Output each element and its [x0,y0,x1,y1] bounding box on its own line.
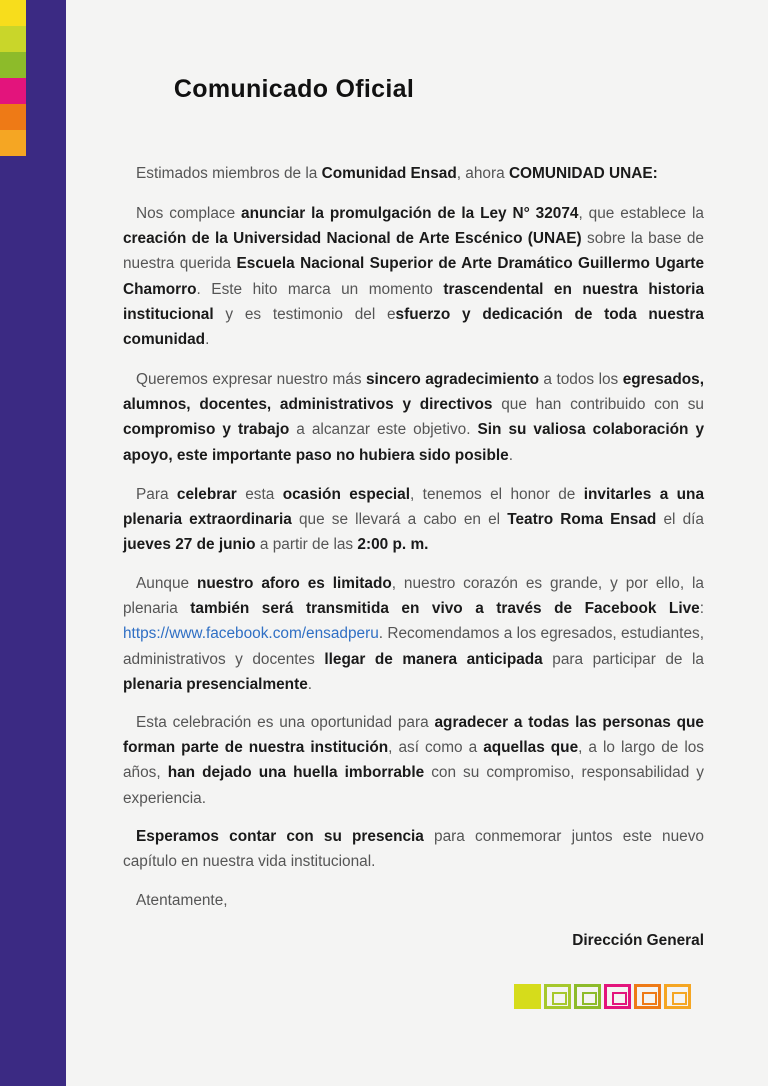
bold-text: compromiso y trabajo [123,421,290,439]
bold-text: también será transmitida en vivo a través de Facebook Live [190,600,700,618]
sidebar-band [0,0,66,1086]
body-text: Esta celebración es una oportunidad para [136,714,435,731]
bold-text: celebrar [176,486,237,503]
body-text: para conmemorar juntos este nuevo capítulo en nuestra vida institucional. [123,828,704,871]
bold-text: trascendental en nuestra historia institucional [123,280,704,323]
body-text: que se llevará a cabo en el [291,511,508,529]
body-text: Nos complace [136,205,242,222]
bold-text: Escuela Nacional Superior de Arte Dramático Guillermo Ugarte Chamorro [123,255,705,298]
logo-block [544,984,571,1009]
bold-text: ocasión especial [282,486,410,503]
body-text: Aunque [136,575,197,592]
bold-text: aquellas que [483,739,579,757]
body-text: Atentamente, [136,892,228,909]
bold-text: Teatro Roma Ensad [507,511,657,529]
bold-text: sincero agradecimiento [366,371,539,388]
bold-text: llegar de manera anticipada [324,650,543,668]
bold-text: invitarles a una plenaria extraordinaria [123,486,704,529]
body-text: , nuestro corazón es grande, y por ello, la plenaria [123,575,704,618]
body-text: que han contribuido con su [492,396,704,414]
logo-block [514,984,541,1009]
color-stripe [0,26,26,52]
paragraph-livestream [123,571,704,697]
body-text: . [205,331,210,349]
paragraph-greeting [123,161,704,186]
body-text: sobre la base de nuestra querida [123,230,704,273]
body-text: el día [656,511,704,529]
paragraph-announcement [123,201,704,352]
body-text: a partir de las [255,536,358,554]
logo-block [664,984,691,1009]
body-text: Para [136,486,177,503]
body-text: , a lo largo de los años, [123,739,704,782]
logo-block [574,984,601,1009]
bold-text: agradecer a todas las personas que forman parte de nuestra institución [123,714,704,757]
paragraph-gratitude [123,367,704,468]
body-text: . [307,675,313,693]
bold-text: creación de la Universidad Nacional de Arte Escénico (UNAE) [123,230,582,248]
body-text: . [508,446,513,464]
bold-text: sfuerzo y dedicación de toda nuestra comunidad [123,305,704,349]
color-stripe [0,130,26,156]
facebook-link[interactable]: https://www.facebook.com/ensadperu [123,625,379,643]
bold-text: Sin su valiosa colaboración y apoyo, este importante paso no hubiera sido posible [123,421,704,464]
bold-text: jueves 27 de junio [123,536,256,554]
body-text: , que establece la [578,205,704,222]
paragraph-signoff [123,888,704,913]
bold-text: Esperamos contar con su presencia [136,828,424,845]
body-text: Estimados miembros de la [136,165,322,182]
paragraph-invitation [123,482,704,558]
body-text: y es testimonio del e [213,305,396,323]
body-text: Queremos expresar nuestro más [136,371,366,388]
bold-text: egresados, alumnos, docentes, administrativos y directivos [123,371,704,414]
bold-text: anunciar la promulgación de la Ley N° 32074 [241,205,579,222]
body-text: . Este hito marca un momento [196,280,444,298]
bold-text: 2:00 p. m. [357,536,429,554]
color-stripe [0,104,26,130]
bold-text: Comunidad Ensad [321,165,457,182]
body-text: , ahora [456,165,509,182]
body-text: : [699,600,705,618]
bold-text: han dejado una huella imborrable [167,764,425,782]
body-text: a todos los [538,371,623,388]
body-text: , tenemos el honor de [410,486,584,503]
body-text: esta [236,486,283,503]
logo-block [634,984,661,1009]
signature: Dirección General [572,932,704,949]
paragraph-celebration [123,710,704,811]
bold-text: nuestro aforo es limitado [196,575,392,592]
paragraph-closing [123,824,704,874]
logo-block [604,984,631,1009]
page-title: Comunicado Oficial [173,75,415,103]
body-text: para participar de la [542,650,704,668]
bold-text: COMUNIDAD UNAE: [508,165,658,182]
color-stripe [0,0,26,26]
body-text: , así como a [388,739,484,757]
ensad-logo [514,984,691,1009]
bold-text: plenaria presencialmente [123,675,308,693]
body-text: . Recomendamos a los egresados, estudiantes, administrativos y docentes [123,625,704,668]
body-text: a alcanzar este objetivo. [289,421,478,439]
body-text: con su compromiso, responsabilidad y experiencia. [123,764,704,807]
